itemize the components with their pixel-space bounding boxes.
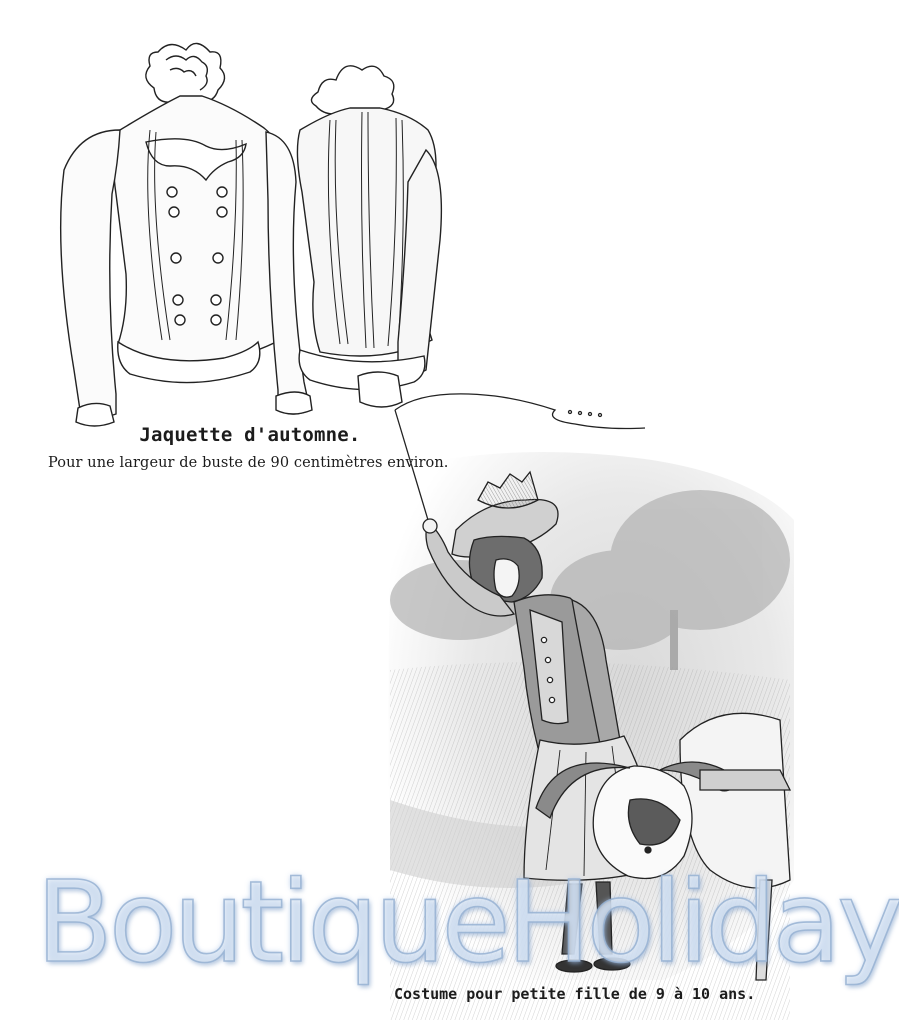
jacket-front-body: [114, 96, 280, 363]
costume-caption: Costume pour petite fille de 9 à 10 ans.: [394, 985, 756, 1003]
jacket-subtitle-caption: Pour une largeur de buste de 90 centimètres environ.: [48, 455, 449, 471]
jacket-front-left-sleeve: [61, 130, 120, 416]
jacket-front-illustration: [61, 43, 312, 426]
jacket-back-illustration: [297, 66, 441, 407]
watermark-text: BoutiqueHoliday: [36, 858, 899, 988]
back-collar-ruffle: [311, 66, 393, 115]
jacket-title-caption: Jaquette d'automne.: [139, 424, 361, 446]
